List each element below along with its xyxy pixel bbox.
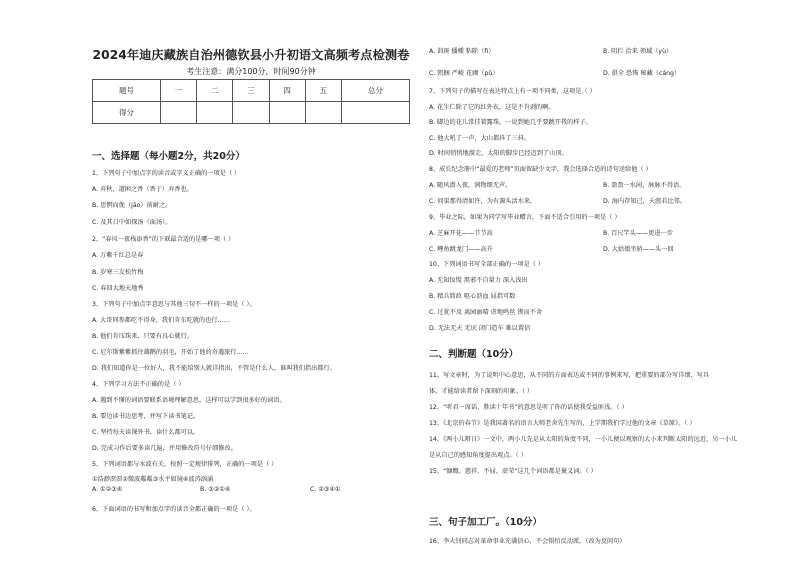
right-question-line: B. 百尺竿头——更进一步 bbox=[603, 230, 674, 237]
right-question-line: 13、《北京的春节》是我国著名的语言大师老舍先生写的，上学期我们学过他的文章《草原》。（ ） bbox=[429, 420, 696, 427]
left-question-line: 4、下列学习方法不正确的是（ ） bbox=[92, 381, 185, 388]
page-title: 2024年迪庆藏族自治州德钦县小升初语文高频考点检测卷 bbox=[92, 48, 410, 62]
right-question-line: A. 训斑 播種 粘除（fì） bbox=[429, 48, 495, 55]
left-question-line: A. 万紫千红总是春 bbox=[92, 252, 144, 259]
right-question-line: D. 大姑娘坐轿——头一回 bbox=[603, 246, 674, 253]
left-question-line: D. 我们知道你是一位好人，我不能给别人就详指出，不管是什么人，谁叫我们指出都行。 bbox=[92, 365, 336, 372]
left-question-line: 6、下面词语的书写和加点字的读音全都正确的一项是（ ）。 bbox=[92, 506, 256, 513]
right-question-line: D. 时间悄悄地溜走，太阳的脚步已经迈到了山顶。 bbox=[429, 150, 568, 157]
left-question-line: 2、“春风一夜栈添香”的下联最合适的是哪一项（ ） bbox=[92, 236, 235, 243]
right-question-line: 是从自己的感知角度提出观点。（ ） bbox=[429, 452, 527, 459]
left-question-line: C. 春回大地天地秀 bbox=[92, 285, 144, 292]
right-question-line: C. 过犹不及 离园丽晴 虐地鸣丝 锲而不舍 bbox=[429, 309, 543, 316]
right-question-line: A. 无知惊慌 黑邪不自量力 深入浅出 bbox=[429, 277, 528, 284]
left-question-line: A. 大哥同参都吃不得身，我们肯东吃就的也行…… bbox=[92, 317, 230, 324]
right-question-line: 16、李大钊同志对革命事业充满信心，不会惧怕反动派。（改为反问句） bbox=[429, 538, 626, 545]
right-question-line: A. 花生仁除了它的红外衣，这是不肯剥的啊。 bbox=[429, 104, 555, 111]
right-question-line: B. 精兵简政 呕心沥血 屈指可数 bbox=[429, 293, 516, 300]
right-question-line: B. 阻拦 洽来 领域（yù） bbox=[603, 48, 673, 55]
score-blank-cell[interactable] bbox=[197, 102, 233, 124]
left-question-line: C. 尼尔斯紫紫抓住雄鹅的羽毛，开始了他的奇遇旅行…… bbox=[92, 349, 249, 356]
right-question-line: D. 海内存知己，天涯若比邻。 bbox=[603, 198, 686, 205]
right-question-line: 8、成长纪念册中“最爱的老师”页面留缺少文字，我会选择合适的诗句送给他（ ） bbox=[429, 166, 652, 173]
left-question-line: D. 完成习作后要多读几遍，并用修改符号仔细修改。 bbox=[92, 445, 237, 452]
right-question-line: 12、“听君一席话，胜读十年书”的意思是听了你的话使我受益匪浅。（ ） bbox=[429, 404, 628, 411]
left-question-line: 5、下列词语都与水波有关，按照一定规律排列，正确的一项是（ ） bbox=[92, 461, 278, 468]
score-blank-cell[interactable] bbox=[161, 102, 197, 124]
right-question-line: 体，才能给读者留下深刻的印象。（ ） bbox=[429, 388, 534, 395]
exam-note: 考生注意：满分100分，时间90分钟 bbox=[186, 67, 316, 76]
section-heading-judge: 二、判断题（10分） bbox=[429, 349, 519, 360]
score-table bbox=[92, 79, 410, 124]
left-question-line: C. 及其日中如探汤（面汤）。 bbox=[92, 219, 172, 226]
right-question-line: C. 鲤鱼跳龙门——高升 bbox=[429, 246, 493, 253]
right-question-line: 15、“慷慨、慈祥、不屈、虚荣”这几个词语都是褒义词。（ ） bbox=[429, 468, 597, 475]
score-blank-cell[interactable] bbox=[269, 102, 305, 124]
left-question-line: C. 坚持每天读课外书，读什么都可以。 bbox=[92, 429, 200, 436]
right-question-line: C. 问渠那得清如许，为有源头活水来。 bbox=[429, 198, 537, 205]
section-heading-choice: 一、选择题（每小题2分，共20分） bbox=[92, 151, 245, 162]
section-heading-sentence: 三、句子加工厂。（10分） bbox=[429, 517, 542, 528]
left-question-line: ①浩渺溟溟②微波粼粼③水平如镜④波涛汹涌 bbox=[92, 476, 214, 483]
left-question-line: 1、下列句子中加点字的读音或字义正确的一项是（ ） bbox=[92, 170, 241, 177]
score-blank-cell[interactable] bbox=[305, 102, 341, 124]
q5-option-c: C. ②③④① bbox=[310, 486, 341, 493]
right-question-line: A. 芝麻开花——节节高 bbox=[429, 230, 493, 237]
score-header-cell: 二 bbox=[197, 80, 233, 102]
score-header-cell: 四 bbox=[269, 80, 305, 102]
right-question-line: C. 凯捆 严峻 花圃（pǔ） bbox=[429, 70, 499, 77]
q5-option-a: A. ①②③④ bbox=[92, 486, 123, 493]
score-header-cell: 总分 bbox=[341, 80, 409, 102]
score-header-cell: 五 bbox=[305, 80, 341, 102]
score-header-cell: 一 bbox=[161, 80, 197, 102]
left-question-line: A. 弃秋，道困之香（香于）弃香也。 bbox=[92, 186, 193, 193]
right-question-line: 10、下列词语书写全部正确的一项是（ ） bbox=[429, 261, 545, 268]
left-question-line: B. 思惘而俛（jāo）前耐之。 bbox=[92, 202, 172, 209]
score-row-label: 得分 bbox=[93, 102, 161, 124]
left-question-line: B. 他们肯压珠来，只要有良心就行。 bbox=[92, 333, 193, 340]
right-question-line: C. 他大吼了一声，大山都抖了三抖。 bbox=[429, 135, 531, 142]
score-blank-cell[interactable] bbox=[341, 102, 409, 124]
right-question-line: 11、写文章时，为了说明中心意思，从不同的方面表达或不同的事例来写，把重要的部分写详细、写具 bbox=[429, 372, 710, 379]
right-question-line: 7、下列句子的描写在表达特点上有一项不同类，这项是（ ） bbox=[429, 88, 596, 95]
score-header-cell: 题号 bbox=[93, 80, 161, 102]
right-question-line: B. 盈盈一水间，脉脉不得语。 bbox=[603, 182, 686, 189]
left-question-line: B. 岁寒三友松竹梅 bbox=[92, 269, 144, 276]
left-question-line: B. 要边读书边思考，并写下读书笔记。 bbox=[92, 413, 200, 420]
right-question-line: B. 脚边的花儿常挂着露珠，一说到她几乎要跳开我的样子。 bbox=[429, 119, 592, 126]
right-question-line: D. 无法无天 无厌 闭门造车 难以置信 bbox=[429, 325, 531, 332]
right-question-line: A. 随风潜入夜，润物细无声。 bbox=[429, 182, 512, 189]
right-question-line: 9、毕业之际，如果为同学写毕业赠言，下面不适合引用的一项是（ ） bbox=[429, 214, 621, 221]
score-table-score-row bbox=[93, 102, 410, 124]
score-blank-cell[interactable] bbox=[233, 102, 269, 124]
q5-option-b: B. ③②①④ bbox=[200, 486, 231, 493]
right-question-line: 14、《两小儿辩日》一文中，两小儿先是从太阳的角度不同，一小儿便以观察的大小来判断太阳的远近，另一小儿 bbox=[429, 436, 737, 443]
score-table-header-row bbox=[93, 80, 410, 102]
left-question-line: A. 遇到不懂的词语要联系语境理解意思，这样可以学到很多好的词语。 bbox=[92, 397, 286, 404]
score-header-cell: 三 bbox=[233, 80, 269, 102]
left-question-line: 3、下列句子中加点字意思与其他三句不一样的一项是（ ）。 bbox=[92, 301, 256, 308]
right-question-line: D. 俱全 恐怖 秘藏（cáng） bbox=[603, 70, 681, 77]
